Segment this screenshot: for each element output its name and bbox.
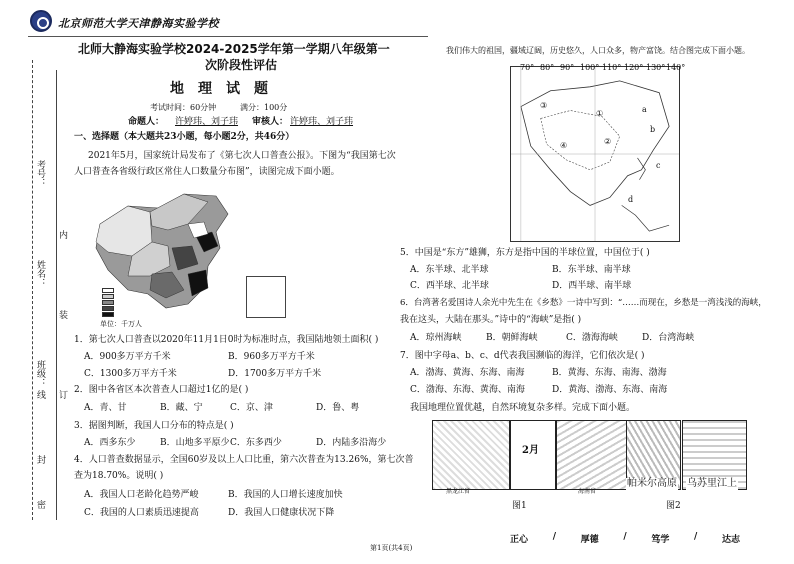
exam-title-line2: 次阶段性评估 — [205, 58, 278, 72]
q4-option-a[interactable]: A．我国人口老龄化趋势严峻 — [84, 490, 199, 500]
header-divider — [28, 36, 428, 37]
lon-label: 70° — [520, 63, 535, 72]
south-sea-inset — [246, 276, 286, 318]
binding-label-xingming: 姓名： — [35, 260, 45, 287]
q5-stem: 5．中国是“东方”雄狮，东方是指中国的半球位置，中国位于( ) — [400, 248, 650, 258]
legend-swatch — [102, 294, 114, 299]
exam-time: 考试时间：60分钟 — [150, 103, 217, 112]
lon-label: 90° — [560, 63, 575, 72]
q3-option-b[interactable]: B．山地多平原少 — [160, 438, 230, 448]
binding-label-xian: 线 — [35, 390, 45, 399]
q2-option-b[interactable]: B．藏、宁 — [160, 403, 203, 413]
q6-stem-line1: 6．台湾著名爱国诗人余光中先生在《乡愁》一诗中写到：“……而现在，乡愁是一湾浅浅的海峡， — [400, 298, 767, 308]
intro-line2: 人口普查各省级行政区常住人口数量分布图”，读图完成下面小题。 — [74, 167, 340, 177]
setter-names: 许婷玮、刘子玮 — [175, 117, 239, 127]
section1-heading: 一、选择题（本大题共23小题，每小题2分，共46分） — [74, 132, 295, 142]
map-mark: c — [656, 161, 661, 170]
asia-map — [510, 66, 680, 242]
q4-option-c[interactable]: C．我国的人口素质迅速提高 — [84, 508, 199, 518]
school-name: 北京师范大学天津静海实验学校 — [58, 17, 219, 30]
q2-option-d[interactable]: D．鲁、粤 — [316, 403, 360, 413]
reviewer-label: 审核人： — [252, 117, 289, 127]
lon-label: 80° — [540, 63, 555, 72]
page-number: 第1页(共4页) — [370, 544, 413, 552]
binding-label-banji: 班级： — [35, 360, 45, 387]
binding-label-zhuang: 装 — [57, 310, 67, 319]
motto-word: 正心 — [510, 535, 529, 545]
q6-option-a[interactable]: A．琼州海峡 — [410, 333, 462, 343]
q4-stem-line1: 4．人口普查数据显示，全国60岁及以上人口比重，第六次普查为13.26%，第七次普 — [74, 455, 414, 465]
caption-hainan: 海南省 — [578, 488, 597, 495]
q1-option-b[interactable]: B．960多万平方千米 — [228, 352, 315, 362]
q5-option-a[interactable]: A．东半球、北半球 — [410, 265, 489, 275]
q1-stem: 1．第七次人口普查以2020年11月1日0时为标准时点，我国陆地领土面积( ) — [74, 335, 379, 345]
caption-wusuli: 乌苏里江上 — [687, 478, 737, 489]
q7-stem: 7．图中字母a、b、c、d代表我国濒临的海洋，它们依次是( ) — [400, 351, 645, 361]
q3-option-a[interactable]: A．西多东少 — [84, 438, 136, 448]
lon-label: 130° — [646, 63, 666, 72]
lon-label: 120° — [624, 63, 644, 72]
q5-option-c[interactable]: C．西半球、北半球 — [410, 281, 489, 291]
binding-label-ding: 订 — [57, 390, 67, 399]
legend-swatch — [102, 288, 114, 293]
map-mark: d — [628, 195, 634, 204]
map-mark: ④ — [560, 141, 568, 150]
q2-stem: 2．图中各省区本次普查人口超过1亿的是( ) — [74, 385, 249, 395]
intro-line1: 2021年5月，国家统计局发布了《第七次人口普查公报》。下图为“我国第七次 — [88, 151, 396, 161]
school-motto — [510, 532, 740, 545]
photo-hainan — [556, 420, 636, 490]
legend-swatch — [102, 312, 114, 317]
map-mark: ③ — [540, 101, 548, 110]
school-logo-icon — [30, 10, 52, 32]
lon-label: 110° — [602, 63, 622, 72]
q4-option-d[interactable]: D．我国人口健康状况下降 — [228, 508, 335, 518]
territory-intro: 我国地理位置优越，自然环境复杂多样。完成下面小题。 — [410, 403, 636, 413]
motto-separator: / — [623, 532, 627, 542]
q1-option-a[interactable]: A．900多万平方千米 — [84, 352, 171, 362]
q6-option-b[interactable]: B．朝鲜海峡 — [486, 333, 538, 343]
lon-label: 100° — [580, 63, 600, 72]
caption-pamir: 帕米尔高原 — [627, 478, 677, 489]
right-intro: 我们伟大的祖国，疆域辽阔，历史悠久，人口众多，物产富饶。结合图完成下面小题。 — [446, 46, 750, 55]
q7-option-c[interactable]: C．渤海、东海、黄海、南海 — [410, 385, 525, 395]
legend-swatch — [102, 306, 114, 311]
motto-word: 达志 — [721, 535, 740, 545]
map-mark: ② — [604, 137, 612, 146]
binding-label-feng: 封 — [35, 455, 45, 464]
lon-label: 140° — [666, 63, 686, 72]
q6-stem-line2: 我在这头，大陆在那头。”诗中的“海峡”是指( ) — [400, 315, 582, 325]
q2-option-c[interactable]: C．京、津 — [230, 403, 273, 413]
motto-word: 笃学 — [651, 535, 670, 545]
motto-separator: / — [694, 532, 698, 542]
q3-option-c[interactable]: C．东多西少 — [230, 438, 282, 448]
q7-option-b[interactable]: B．黄海、东海、南海、渤海 — [552, 368, 667, 378]
q6-option-c[interactable]: C．渤海海峡 — [566, 333, 618, 343]
fig2-label: 图2 — [666, 501, 681, 511]
legend-unit: 单位：千万人 — [100, 320, 142, 328]
motto-word: 厚德 — [580, 535, 599, 545]
q3-option-d[interactable]: D．内陆多沿海少 — [316, 438, 387, 448]
q1-option-c[interactable]: C．1300多万平方千米 — [84, 369, 177, 379]
binding-solid-line — [56, 70, 57, 520]
binding-label-nei: 内 — [57, 230, 67, 239]
caption-heilongjiang: 黑龙江省 — [446, 488, 471, 495]
q7-option-a[interactable]: A．渤海、黄海、东海、南海 — [410, 368, 525, 378]
exam-score: 满分：100分 — [240, 103, 288, 112]
binding-label-mi: 密 — [35, 500, 45, 509]
q2-option-a[interactable]: A．青、甘 — [84, 403, 127, 413]
month-label: 2月 — [522, 445, 539, 456]
binding-margin — [6, 60, 67, 530]
q7-option-d[interactable]: D．黄海、渤海、东海、南海 — [552, 385, 668, 395]
map-mark: b — [650, 125, 656, 134]
q4-stem-line2: 查为18.70%。说明( ) — [74, 471, 164, 481]
map-legend — [102, 288, 118, 318]
map-mark: a — [642, 105, 647, 114]
exam-title-line1: 北师大静海实验学校2024-2025学年第一学期八年级第一 — [78, 42, 390, 56]
q5-option-b[interactable]: B．东半球、南半球 — [552, 265, 631, 275]
setter-label: 命题人： — [128, 117, 165, 127]
fig1-label: 图1 — [512, 501, 527, 511]
photo-heilongjiang — [432, 420, 510, 490]
q1-option-d[interactable]: D．1700多万平方千米 — [228, 369, 322, 379]
reviewer-names: 许婷玮、刘子玮 — [290, 117, 354, 127]
legend-swatch — [102, 300, 114, 305]
q3-stem: 3．据图判断，我国人口分布的特点是( ) — [74, 421, 234, 431]
q6-option-d[interactable]: D．台湾海峡 — [642, 333, 695, 343]
q5-option-d[interactable]: D．西半球、南半球 — [552, 281, 632, 291]
motto-separator: / — [552, 532, 556, 542]
binding-label-kaohao: 考号： — [35, 160, 45, 187]
exam-subject: 地理试题 — [170, 81, 282, 97]
binding-dashed-line — [32, 60, 33, 520]
map-mark: ① — [596, 109, 604, 118]
q4-option-b[interactable]: B．我国的人口增长速度加快 — [228, 490, 343, 500]
